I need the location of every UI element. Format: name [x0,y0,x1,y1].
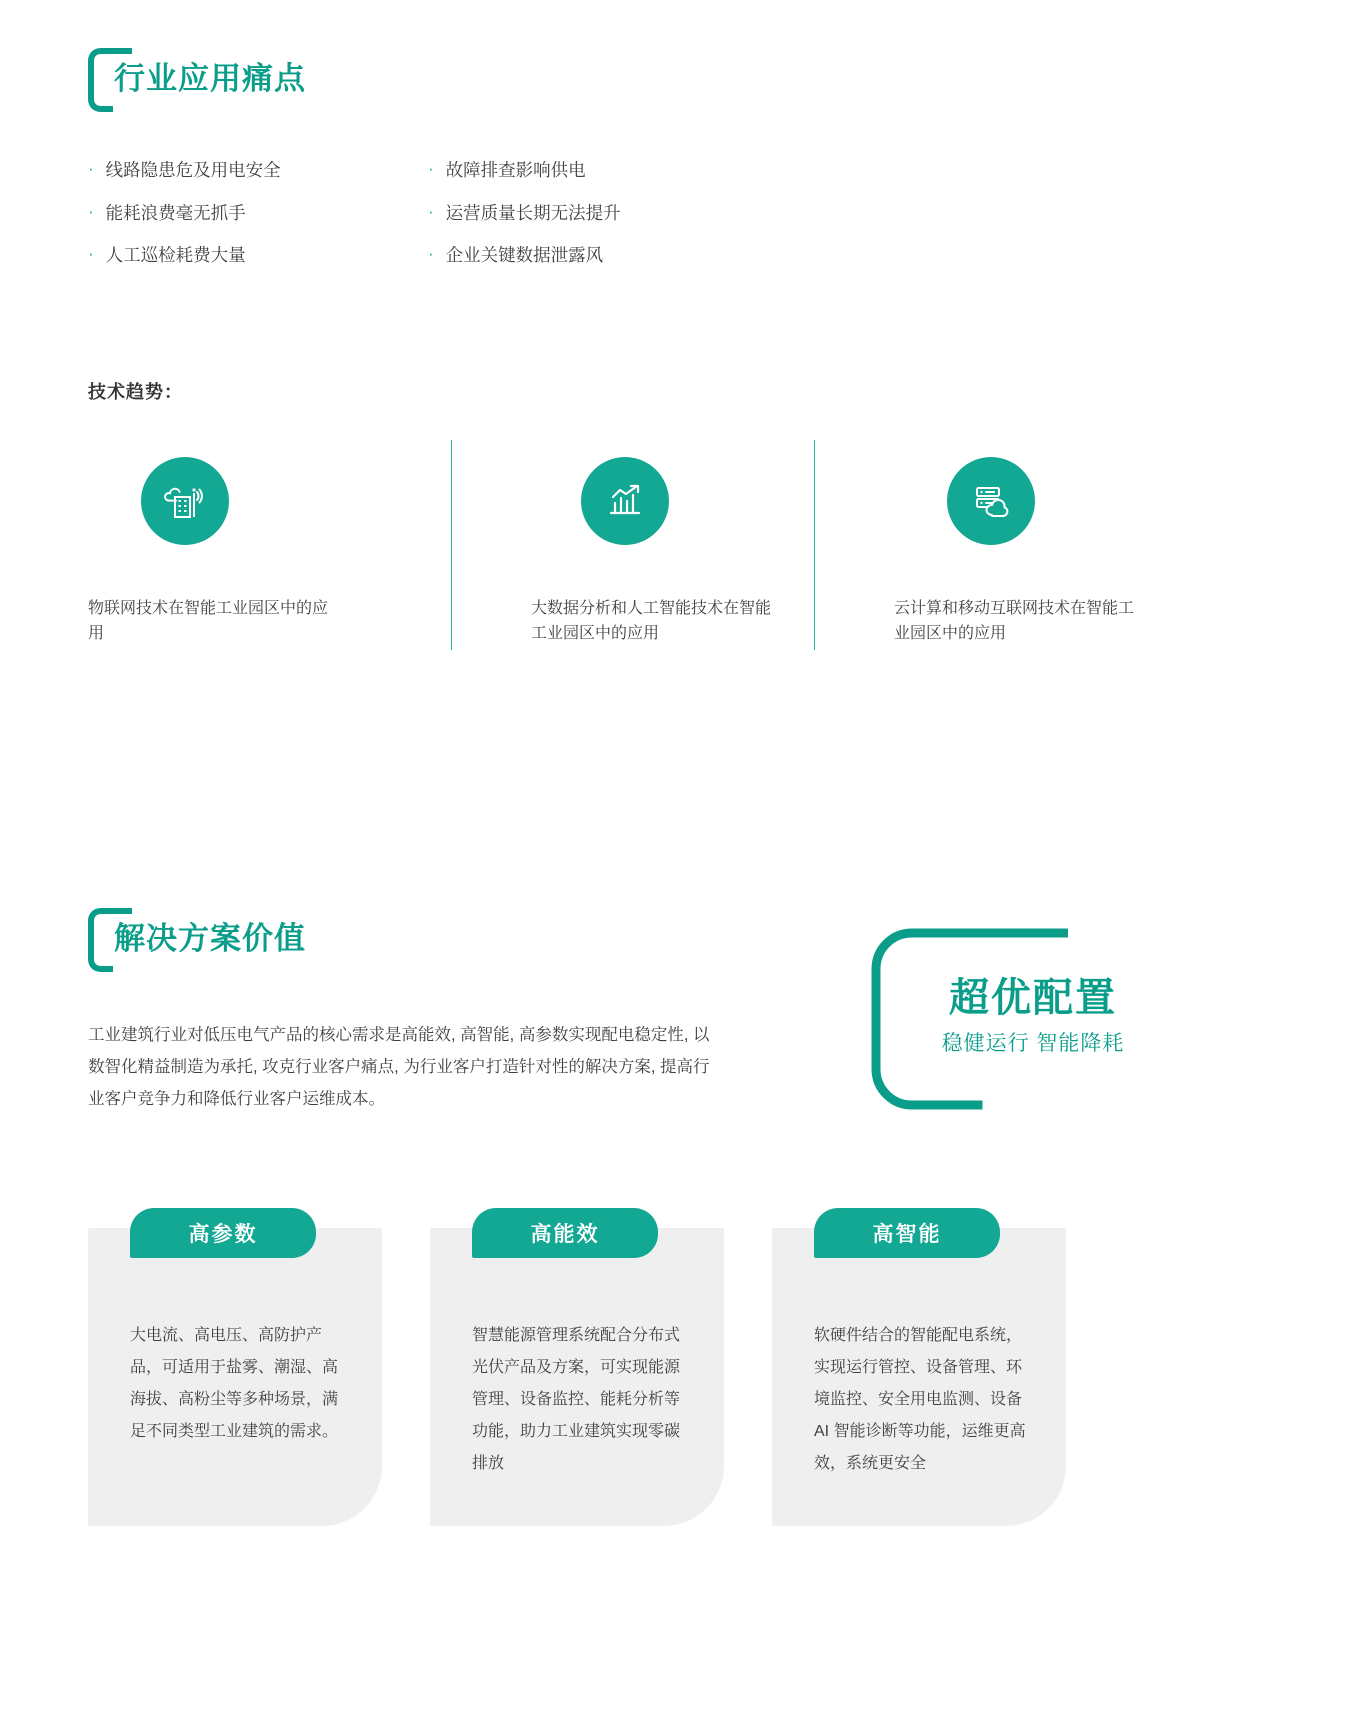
value-card-body: 智慧能源管理系统配合分布式光伏产品及方案，可实现能源管理、设备监控、能耗分析等功能，助力工业建筑实现零碳排放 [472,1327,681,1472]
badge-title: 超优配置 [949,976,1117,1020]
list-item [428,201,768,226]
list-item [88,201,428,226]
list-item-label: 企业关键数据泄露风 [445,245,604,265]
painpoints-heading [88,48,306,112]
list-item-label: 能耗浪费毫无抓手 [105,202,246,223]
section-title: 解决方案价值 [114,920,306,956]
list-item-label: 运营质量长期无法提升 [445,202,621,223]
value-card-body: 大电流、高电压、高防护产品，可适用于盐雾、潮湿、高海拔、高粉尘等多种场景，满足不同类型工业建筑的需求。 [130,1327,339,1440]
value-card [88,1223,382,1526]
bullet-dot-icon: · [428,201,434,221]
bullet-dot-icon: · [428,159,434,178]
value-cards [88,1223,1268,1526]
bullet-dot-icon: · [428,244,434,263]
page-title: 行业应用痛点 [114,60,306,96]
list-item-label: 故障排查影响供电 [445,160,586,180]
tech-trend-text: 物联网技术在智能工业园区中的应用 [88,600,329,642]
badge [918,975,1148,1057]
tech-trend-label: 技术趋势： [88,382,183,402]
painpoints-list [88,158,788,268]
list-item-label: 人工巡检耗费大量 [105,245,246,265]
bullet-dot-icon: · [88,159,94,178]
list-item [428,243,768,268]
tech-trend-text: 云计算和移动互联网技术在智能工业园区中的应用 [894,600,1135,642]
value-card-tab: 高智能 [814,1208,1000,1258]
tech-trend-item-1 [88,440,451,647]
bullet-dot-icon: · [88,244,94,263]
tech-trend-item-3 [814,440,1177,647]
tech-trend-item-2 [451,440,814,647]
list-item [428,158,768,183]
tech-trend-text: 大数据分析和人工智能技术在智能工业园区中的应用 [531,600,772,642]
list-item [88,158,428,183]
tech-trend-group [88,440,1268,647]
value-card-body: 软硬件结合的智能配电系统，实现运行管控、设备管理、环境监控、安全用电监测、设备AI 智能诊断等功能，运维更高效，系统更安全 [814,1327,1026,1472]
bullet-dot-icon: · [88,201,94,221]
bracket-decoration-icon [88,908,132,972]
bar-chart-growth-icon [581,457,669,545]
value-card-tab: 高参数 [130,1208,316,1258]
cloud-server-icon [947,457,1035,545]
value-card [772,1223,1066,1526]
solution-description: 工业建筑行业对低压电气产品的核心需求是高能效, 高智能, 高参数实现配电稳定性, 以数智化精益制造为承托, 攻克行业客户痛点, 为行业客户打造针对性的解决方案, 提高行业客户竞争力和降低行业客户运维成本。 [88,1025,710,1108]
divider [451,440,452,650]
badge-subtitle: 稳健运行 智能降耗 [941,1032,1125,1055]
value-card-tab: 高能效 [472,1208,658,1258]
solution-heading [88,908,306,972]
bracket-decoration-icon [88,48,132,112]
list-item-label: 线路隐患危及用电安全 [105,160,281,180]
iot-building-icon [141,457,229,545]
divider [814,440,815,650]
value-card [430,1223,724,1526]
list-item [88,243,428,268]
